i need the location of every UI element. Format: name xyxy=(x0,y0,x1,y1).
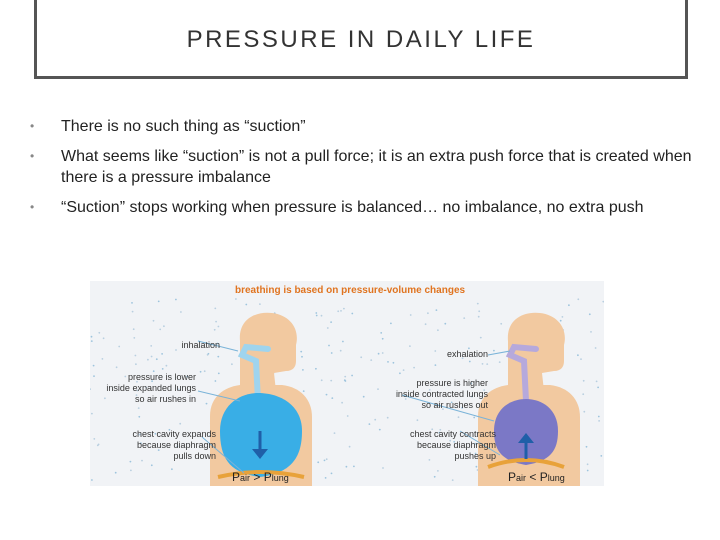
air-dot xyxy=(215,380,217,382)
air-dot xyxy=(409,345,411,347)
air-dot xyxy=(387,417,389,419)
air-dot xyxy=(151,464,153,466)
air-dot xyxy=(596,381,598,383)
air-dot xyxy=(444,323,446,325)
air-dot xyxy=(215,321,217,323)
air-dot xyxy=(217,356,219,358)
air-dot xyxy=(259,303,261,305)
air-dot xyxy=(301,356,303,358)
air-dot xyxy=(214,329,216,331)
air-dot xyxy=(316,315,318,317)
air-dot xyxy=(153,320,155,322)
air-dot xyxy=(351,313,353,315)
air-dot xyxy=(346,466,348,468)
air-dot xyxy=(331,473,333,475)
bullet-text: What seems like “suction” is not a pull force; it is an extra push force that is created when there is a pressure imbalance xyxy=(61,148,692,186)
note-line: so air rushes in xyxy=(134,394,196,404)
inhale-pressure-formula xyxy=(232,470,289,484)
air-dot xyxy=(235,298,237,300)
formula-subscript: air xyxy=(240,473,251,483)
bullet-item xyxy=(26,197,696,218)
air-dot xyxy=(343,308,345,310)
air-dot xyxy=(138,407,140,409)
air-dot xyxy=(458,416,460,418)
air-dot xyxy=(324,460,326,462)
air-dot xyxy=(360,356,362,358)
air-dot xyxy=(435,364,437,366)
diagram-title: breathing is based on pressure-volume changes xyxy=(235,285,466,296)
note-line: pressure is lower xyxy=(127,372,196,382)
bullet-list xyxy=(26,116,696,227)
air-dot xyxy=(437,470,439,472)
pressure-lower-note xyxy=(92,372,196,405)
air-dot xyxy=(403,369,405,371)
air-dot xyxy=(207,354,209,356)
air-dot xyxy=(586,446,588,448)
air-dot xyxy=(378,353,380,355)
leader-line xyxy=(488,351,510,355)
note-line: pressure is higher xyxy=(416,378,488,388)
note-line: inside expanded lungs xyxy=(106,383,196,393)
air-dot xyxy=(98,332,100,334)
air-dot xyxy=(577,354,579,356)
air-dot xyxy=(589,313,591,315)
air-dot xyxy=(390,323,392,325)
air-dot xyxy=(303,390,305,392)
air-dot xyxy=(473,417,475,419)
air-dot xyxy=(300,351,302,353)
air-dot xyxy=(91,413,93,415)
air-dot xyxy=(476,466,478,468)
bullet-text: There is no such thing as “suction” xyxy=(61,118,306,135)
air-dot xyxy=(93,365,95,367)
air-dot xyxy=(587,470,589,472)
air-dot xyxy=(340,350,342,352)
air-dot xyxy=(245,304,247,306)
air-dot xyxy=(200,371,202,373)
air-dot xyxy=(133,337,135,339)
air-dot xyxy=(560,320,562,322)
air-dot xyxy=(91,336,93,338)
air-dot xyxy=(345,380,347,382)
bullet-dot-icon: • xyxy=(30,119,35,133)
air-dot xyxy=(331,397,333,399)
air-dot xyxy=(337,310,339,312)
air-dot xyxy=(218,326,220,328)
air-dot xyxy=(103,337,105,339)
air-dot xyxy=(171,468,173,470)
formula-symbol: P xyxy=(508,470,517,484)
air-dot xyxy=(340,310,342,312)
inhalation-label: inhalation xyxy=(181,340,220,350)
air-dot xyxy=(118,346,120,348)
air-dot xyxy=(342,341,344,343)
air-dot xyxy=(344,376,346,378)
note-line: pulls down xyxy=(173,451,216,461)
air-dot xyxy=(427,312,429,314)
air-dot xyxy=(90,388,91,390)
bullet-item xyxy=(26,146,696,188)
air-dot xyxy=(341,402,343,404)
air-dot xyxy=(214,308,216,310)
air-dot xyxy=(597,387,599,389)
air-dot xyxy=(382,467,384,469)
air-dot xyxy=(302,369,304,371)
air-dot xyxy=(499,361,501,363)
air-dot xyxy=(330,321,332,323)
bullet-dot-icon: • xyxy=(30,200,35,214)
air-dot xyxy=(351,375,353,377)
air-dot xyxy=(156,358,158,360)
air-dot xyxy=(380,332,382,334)
air-dot xyxy=(480,337,482,339)
air-dot xyxy=(163,325,165,327)
air-dot xyxy=(349,446,351,448)
air-dot xyxy=(321,379,323,381)
air-dot xyxy=(463,317,465,319)
air-dot xyxy=(382,338,384,340)
air-dot xyxy=(452,479,454,481)
diaphragm-down-note xyxy=(92,429,216,462)
air-dot xyxy=(179,423,181,425)
air-dot xyxy=(135,363,137,365)
air-dot xyxy=(102,358,104,360)
air-dot xyxy=(135,355,137,357)
air-dot xyxy=(477,303,479,305)
air-dot xyxy=(478,316,480,318)
air-dot xyxy=(91,340,93,342)
air-dot xyxy=(158,301,160,303)
air-dot xyxy=(317,461,319,463)
air-dot xyxy=(493,350,495,352)
air-dot xyxy=(583,411,585,413)
air-dot xyxy=(369,423,371,425)
air-dot xyxy=(218,373,220,375)
air-dot xyxy=(568,304,570,306)
note-line: chest cavity expands xyxy=(132,429,216,439)
air-dot xyxy=(587,463,589,465)
exhalation-label: exhalation xyxy=(446,349,488,359)
exhale-pressure-formula xyxy=(508,470,565,484)
air-dot xyxy=(331,352,333,354)
air-dot xyxy=(131,302,133,304)
air-dot xyxy=(600,455,602,457)
note-line: pushes up xyxy=(454,451,496,461)
air-dot xyxy=(133,328,135,330)
formula-symbol: P xyxy=(232,470,241,484)
air-dot xyxy=(469,361,471,363)
air-dot xyxy=(204,370,206,372)
note-line: because diaphragm xyxy=(416,440,496,450)
formula-subscript: air xyxy=(516,473,527,483)
bullet-dot-icon: • xyxy=(30,149,35,163)
title-box xyxy=(34,0,688,79)
air-dot xyxy=(482,363,484,365)
air-dot xyxy=(598,416,600,418)
air-dot xyxy=(436,309,438,311)
note-line: so air rushes out xyxy=(421,400,488,410)
air-dot xyxy=(399,372,401,374)
air-dot xyxy=(437,329,439,331)
bullet-text: “Suction” stops working when pressure is balanced… no imbalance, no extra push xyxy=(61,199,644,216)
air-dot xyxy=(434,476,436,478)
air-dot xyxy=(370,359,372,361)
formula-relation: < P xyxy=(526,470,548,484)
air-dot xyxy=(486,363,488,365)
air-dot xyxy=(326,458,328,460)
air-dot xyxy=(147,359,149,361)
diaphragm-up-note xyxy=(380,429,496,462)
air-dot xyxy=(393,362,395,364)
air-dot xyxy=(321,315,323,317)
air-dot xyxy=(582,393,584,395)
air-dot xyxy=(116,366,118,368)
air-dot xyxy=(598,420,600,422)
pressure-higher-note xyxy=(370,378,488,411)
formula-subscript: lung xyxy=(547,473,565,483)
air-dot xyxy=(562,316,564,318)
air-dot xyxy=(180,311,182,313)
air-dot xyxy=(478,310,480,312)
air-dot xyxy=(161,353,163,355)
air-dot xyxy=(387,361,389,363)
air-dot xyxy=(166,365,168,367)
air-dot xyxy=(580,358,582,360)
air-dot xyxy=(175,299,177,301)
air-dot xyxy=(132,311,134,313)
air-dot xyxy=(328,345,330,347)
air-dot xyxy=(151,356,153,358)
note-line: chest cavity contracts xyxy=(409,429,496,439)
air-dot xyxy=(374,419,376,421)
air-dot xyxy=(347,415,349,417)
air-dot xyxy=(206,403,208,405)
air-dot xyxy=(327,327,329,329)
air-dot xyxy=(577,298,579,300)
air-dot xyxy=(162,368,164,370)
air-dot xyxy=(231,363,233,365)
air-dot xyxy=(325,477,327,479)
air-dot xyxy=(91,479,93,481)
air-dot xyxy=(138,416,140,418)
air-dot xyxy=(602,301,604,303)
air-dot xyxy=(425,323,427,325)
air-dot xyxy=(334,432,336,434)
note-line: inside contracted lungs xyxy=(395,389,488,399)
formula-subscript: lung xyxy=(271,473,289,483)
air-dot xyxy=(315,368,317,370)
air-dot xyxy=(115,472,117,474)
air-dot xyxy=(417,419,419,421)
air-dot xyxy=(353,466,355,468)
air-dot xyxy=(326,394,328,396)
formula-relation: > P xyxy=(250,470,272,484)
bullet-item xyxy=(26,116,696,137)
air-dot xyxy=(410,314,412,316)
air-dot xyxy=(315,312,317,314)
air-dot xyxy=(500,323,502,325)
air-dot xyxy=(130,470,132,472)
air-dot xyxy=(413,367,415,369)
slide-title: PRESSURE IN DAILY LIFE xyxy=(186,26,536,53)
air-dot xyxy=(363,396,365,398)
air-dot xyxy=(159,329,161,331)
air-dot xyxy=(583,380,585,382)
air-dot xyxy=(595,347,597,349)
air-dot xyxy=(382,352,384,354)
note-line: because diaphragm xyxy=(136,440,216,450)
air-dot xyxy=(590,331,592,333)
air-dot xyxy=(330,380,332,382)
